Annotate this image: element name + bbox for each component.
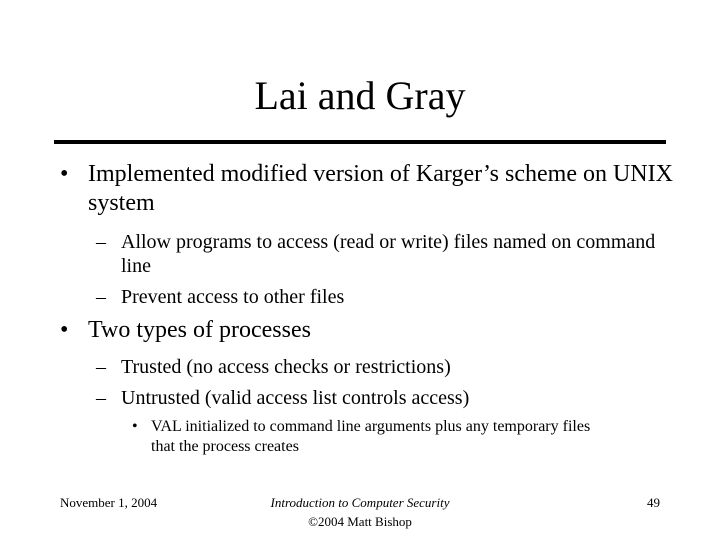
sub-bullet-1-2-text: Prevent access to other files <box>121 286 345 308</box>
bullet-marker: • <box>60 161 69 187</box>
sub-bullet-2-1 <box>96 355 686 379</box>
sub-sub-bullet-text: VAL initialized to command line arguments plus any temporary files that the process creates <box>151 418 591 455</box>
bullet-1 <box>60 160 680 218</box>
bullet-marker: • <box>60 317 69 343</box>
dash-marker: – <box>96 356 106 378</box>
slide-title: Lai and Gray <box>254 73 466 118</box>
footer-page-number: 49 <box>647 495 660 510</box>
sub-bullet-1-1 <box>96 230 686 278</box>
dash-marker: – <box>96 387 106 409</box>
footer-date: November 1, 2004 <box>60 495 158 510</box>
footer-course: Introduction to Computer Security <box>270 495 450 510</box>
title-divider <box>54 140 666 144</box>
sub-bullet-2-2 <box>96 386 686 410</box>
bullet-marker: • <box>132 418 138 435</box>
sub-bullet-1-1-text: Allow programs to access (read or write) files named on command line <box>121 231 656 277</box>
footer-copyright: ©2004 Matt Bishop <box>308 514 412 529</box>
sub-sub-bullet-2-2-1 <box>132 417 602 457</box>
dash-marker: – <box>96 286 106 308</box>
sub-bullet-2-1-text: Trusted (no access checks or restrictions) <box>121 356 451 378</box>
sub-bullet-1-2 <box>96 285 686 309</box>
sub-bullet-2-2-text: Untrusted (valid access list controls access) <box>121 387 470 409</box>
footer-center <box>210 493 510 531</box>
bullet-1-text: Implemented modified version of Karger’s scheme on UNIX system <box>88 161 673 216</box>
bullet-2 <box>60 316 680 345</box>
dash-marker: – <box>96 231 106 253</box>
bullet-2-text: Two types of processes <box>88 317 311 343</box>
